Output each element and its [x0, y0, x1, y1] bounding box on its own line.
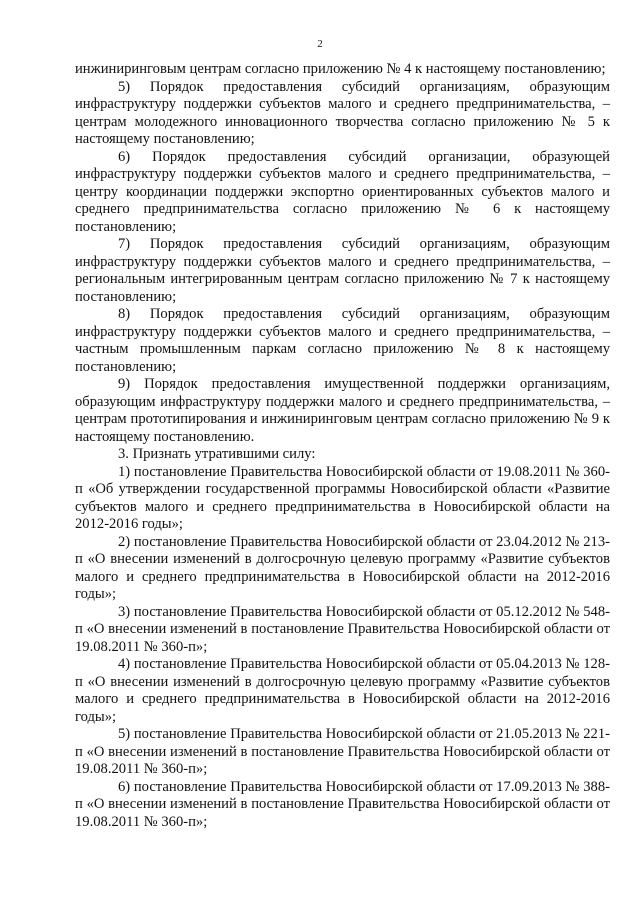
list-item-9-procedure: 9) Порядок предоставления имущественной поддержки организациям, образующим инфраструктуру поддержки малого и среднего предпринимательства, – центрам прототипирования и инжиниринговым центрам согласно приложению № 9 к настоящему постановлению. — [75, 376, 610, 445]
repeal-item-5: 5) постановление Правительства Новосибирской области от 21.05.2013 № 221-п «О внесении изменений в постановление Правительства Новосибирской области от 19.08.2011 № 360-п»; — [75, 726, 610, 777]
section-3-heading: 3. Признать утратившими силу: — [118, 446, 316, 462]
paragraph-continuation: инжиниринговым центрам согласно приложению № 4 к настоящему постановлению; — [75, 61, 606, 77]
list-item-8-procedure: 8) Порядок предоставления субсидий организациям, образующим инфраструктуру поддержки субъектов малого и среднего предпринимательства, – частным промышленным паркам согласно приложению № 8 к настоящему постановлению; — [75, 306, 610, 375]
repeal-item-6: 6) постановление Правительства Новосибирской области от 17.09.2013 № 388-п «О внесении изменений в постановление Правительства Новосибирской области от 19.08.2011 № 360-п»; — [75, 778, 610, 830]
document-body — [75, 61, 610, 831]
list-item-5-procedure: 5) Порядок предоставления субсидий организациям, образующим инфраструктуру поддержки субъектов малого и среднего предпринимательства, – центрам молодежного инновационного творчества согласно приложению № 5 к настоящему постановлению; — [75, 78, 610, 147]
repeal-item-2: 2) постановление Правительства Новосибирской области от 23.04.2012 № 213-п «О внесении изменений в долгосрочную целевую программу «Развитие субъектов малого и среднего предпринимательства в Новосибирской области на 2012-2016 годы»; — [75, 533, 610, 602]
list-item-7-procedure: 7) Порядок предоставления субсидий организациям, образующим инфраструктуру поддержки субъектов малого и среднего предпринимательства, – региональным интегрированным центрам согласно приложению № 7 к настоящему постановлению; — [75, 236, 610, 305]
repeal-item-1: 1) постановление Правительства Новосибирской области от 19.08.2011 № 360-п «Об утверждении государственной программы Новосибирской области «Развитие субъектов малого и среднего предпринимательства в Новосибирской области на 2012-2016 годы»; — [75, 463, 610, 532]
page-number: 2 — [317, 38, 323, 50]
repeal-item-3: 3) постановление Правительства Новосибирской области от 05.12.2012 № 548-п «О внесении изменений в постановление Правительства Новосибирской области от 19.08.2011 № 360-п»; — [75, 603, 610, 655]
list-item-6-procedure: 6) Порядок предоставления субсидий организации, образующей инфраструктуру поддержки субъектов малого и среднего предпринимательства, – центру координации поддержки экспортно ориентированных субъектов малого и среднего предпринимательства согласно приложению № 6 к настоящему постановлению; — [75, 148, 610, 235]
repeal-item-4: 4) постановление Правительства Новосибирской области от 05.04.2013 № 128-п «О внесении изменений в долгосрочную целевую программу «Развитие субъектов малого и среднего предпринимательства в Новосибирской области на 2012-2016 годы»; — [75, 656, 610, 725]
